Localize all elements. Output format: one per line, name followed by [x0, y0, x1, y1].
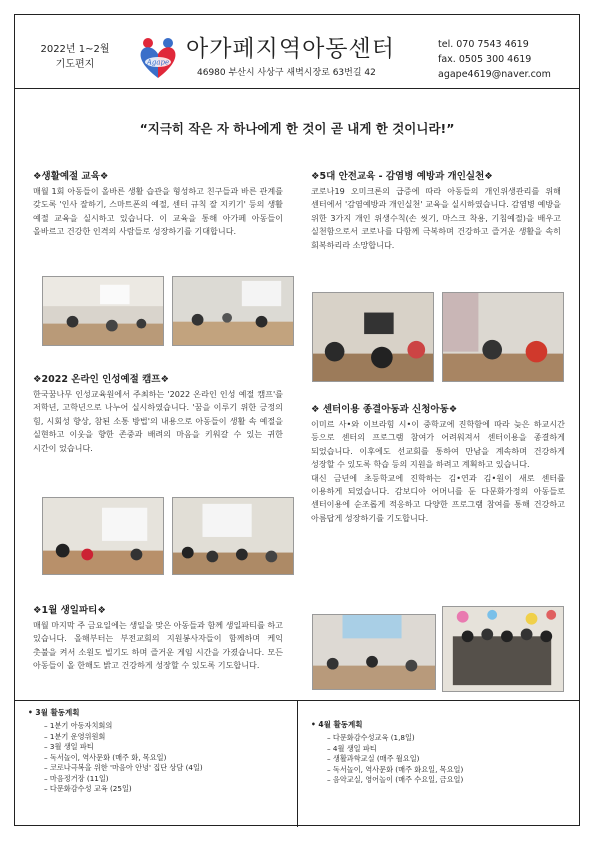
section-body: 코로나19 오미크론의 급증에 따라 아동들의 개인위생관리를 위해 센터에서 '감염예방과 개인실천' 교육을 실시하였습니다. 감염병 예방을 위한 3가지 개인 위생수칙(손 씻기, 마스크 착용, 기침예절)을 배우고 실천함으로서 코로나를 다함께 극복하며 건강하고 즐거운 생활을 속히 회복하리라 소망합니다.: [311, 186, 561, 250]
list-item: – 독서놀이, 역사문화 (매주 화, 목요일): [44, 753, 297, 764]
photo-camp-2: [172, 497, 294, 575]
list-item: – 마음정거장 (11일): [44, 774, 297, 785]
photo-birthday-1: [312, 614, 436, 690]
header-divider: [14, 88, 580, 89]
list-item: – 코로나극복을 위한 '마음아 안녕' 집단 상담 (4일): [44, 763, 297, 774]
section-body-2: 대신 금년에 초등학교에 진학하는 김•연과 김•원이 새로 센터를 이용하게 되었습니다. 감보디아 어머니를 둔 다문화가정의 아동들로 센터이용에 순조롭게 적응하고 다양한 프로그램 참여를 통해 건강하고 아름답게 성장하기를 기도합니다.: [311, 472, 565, 523]
list-item: – 1분기 아동자치회의: [44, 721, 297, 732]
section-birthday: [33, 602, 283, 673]
list-item: – 다문화감수성교육 (1,8일): [327, 733, 580, 744]
plan-list: [14, 721, 297, 795]
photo-etiquette-1: [42, 276, 164, 346]
issue-date: [30, 42, 120, 72]
section-title: ❖1월 생일파티❖: [33, 605, 106, 616]
plan-title: • 3월 활동계획: [28, 708, 80, 717]
section-title: ❖ 센터이용 종결아동과 신청아동❖: [311, 404, 458, 415]
section-body-1: 이미르 사•와 이브라힘 시•이 중학교에 진학함에 따라 늦은 하교시간 등으로 센터의 프로그램 참여가 어려워져서 센터이용을 종결하게 되었습니다. 이후에도 선교회를 통하여 만남을 계속하며 건강하게 성장할 수 있도록 학습 등의 지원을 하려고 계획하고 있습니다.: [311, 419, 565, 470]
section-title: ❖2022 온라인 인성예절 캠프❖: [33, 374, 169, 385]
photo-etiquette-2: [172, 276, 294, 346]
photo-birthday-2: [442, 606, 564, 692]
section-title: ❖생활예절 교육❖: [33, 171, 109, 182]
section-title: ❖5대 안전교육 - 감염병 예방과 개인실천❖: [311, 171, 493, 182]
plan-april: [297, 700, 580, 827]
plan-list: [297, 733, 580, 786]
logo-text: Agape: [146, 58, 170, 67]
contact-info: [438, 37, 551, 82]
email-address[interactable]: agape4619@naver.com: [438, 69, 551, 80]
list-item: – 다문화감수성 교육 (25일): [44, 784, 297, 795]
list-item: – 4월 생일 파티: [327, 744, 580, 755]
section-body: 매월 1회 아동들이 올바른 생활 습관을 형성하고 친구들과 바른 관계를 갖도록 '인사 잘하기, 스마트폰의 예절, 센터 규칙 잘 지키기' 등의 생활 예절 교육을 실시하고 있습니다. 이 교육을 통해 아가페 아동들이 올바르고 건강한 인격의 사람들로 성장하기를 기대합니다.: [33, 186, 283, 237]
list-item: – 음악교실, 영어놀이 (매주 수요일, 금요일): [327, 775, 580, 786]
list-item: – 생활과학교실 (매주 월요일): [327, 754, 580, 765]
fax-number: fax. 0505 300 4619: [438, 54, 532, 65]
list-item: – 독서놀이, 역사문화 (매주 화요일, 목요일): [327, 765, 580, 776]
section-body: 매월 마지막 주 금요일에는 생일을 맞은 아동들과 함께 생일파티를 하고 있습니다. 올해부터는 부전교회의 지원봉사자들이 함께하며 케익 촛불을 켜서 소원도 빌기도 하며 즐거운 게임 시간을 가졌습니다. 모든 아동들이 올 한해도 밝고 건강하게 성장할 수 있도록 기도합니다.: [33, 620, 283, 671]
center-logo: [136, 36, 180, 80]
center-address: 46980 부산시 사상구 새벽시장로 63번길 42: [197, 68, 376, 78]
doc-type: 기도편지: [55, 59, 95, 70]
section-body: 한국꿈나무 인성교육원에서 주최하는 '2022 온라인 인성 예절 캠프'를 저학년, 고학년으로 나누어 실시하였습니다. '꿈을 이루기 위한 긍정의 힘, 시회성 향상, 참된 소통 방법'의 내용으로 아동들이 생활 속 예절을 실현하고 이웃을 향한 존중과 배려의 마음을 키워갈 수 있는 귀한 시간이 었습니다.: [33, 389, 283, 453]
photo-camp-1: [42, 497, 164, 575]
photo-safety-1: [312, 292, 434, 382]
section-etiquette: [33, 168, 283, 239]
heart-people-icon: [136, 36, 180, 80]
section-graduation: [311, 401, 565, 525]
plan-title: • 4월 활동계획: [311, 720, 363, 729]
section-safety: [311, 168, 561, 252]
tel-number: tel. 070 7543 4619: [438, 39, 529, 50]
center-title: 아가페지역아동센터: [186, 36, 395, 62]
list-item: – 1분기 운영위원회: [44, 732, 297, 743]
issue-period: 2022년 1~2월: [40, 44, 110, 55]
list-item: – 3월 생일 파티: [44, 742, 297, 753]
bible-quote: “지극히 작은 자 하나에게 한 것이 곧 내게 한 것이니라!”: [139, 121, 455, 136]
plan-march: [14, 700, 297, 827]
section-camp: [33, 371, 283, 455]
photo-safety-2: [442, 292, 564, 382]
